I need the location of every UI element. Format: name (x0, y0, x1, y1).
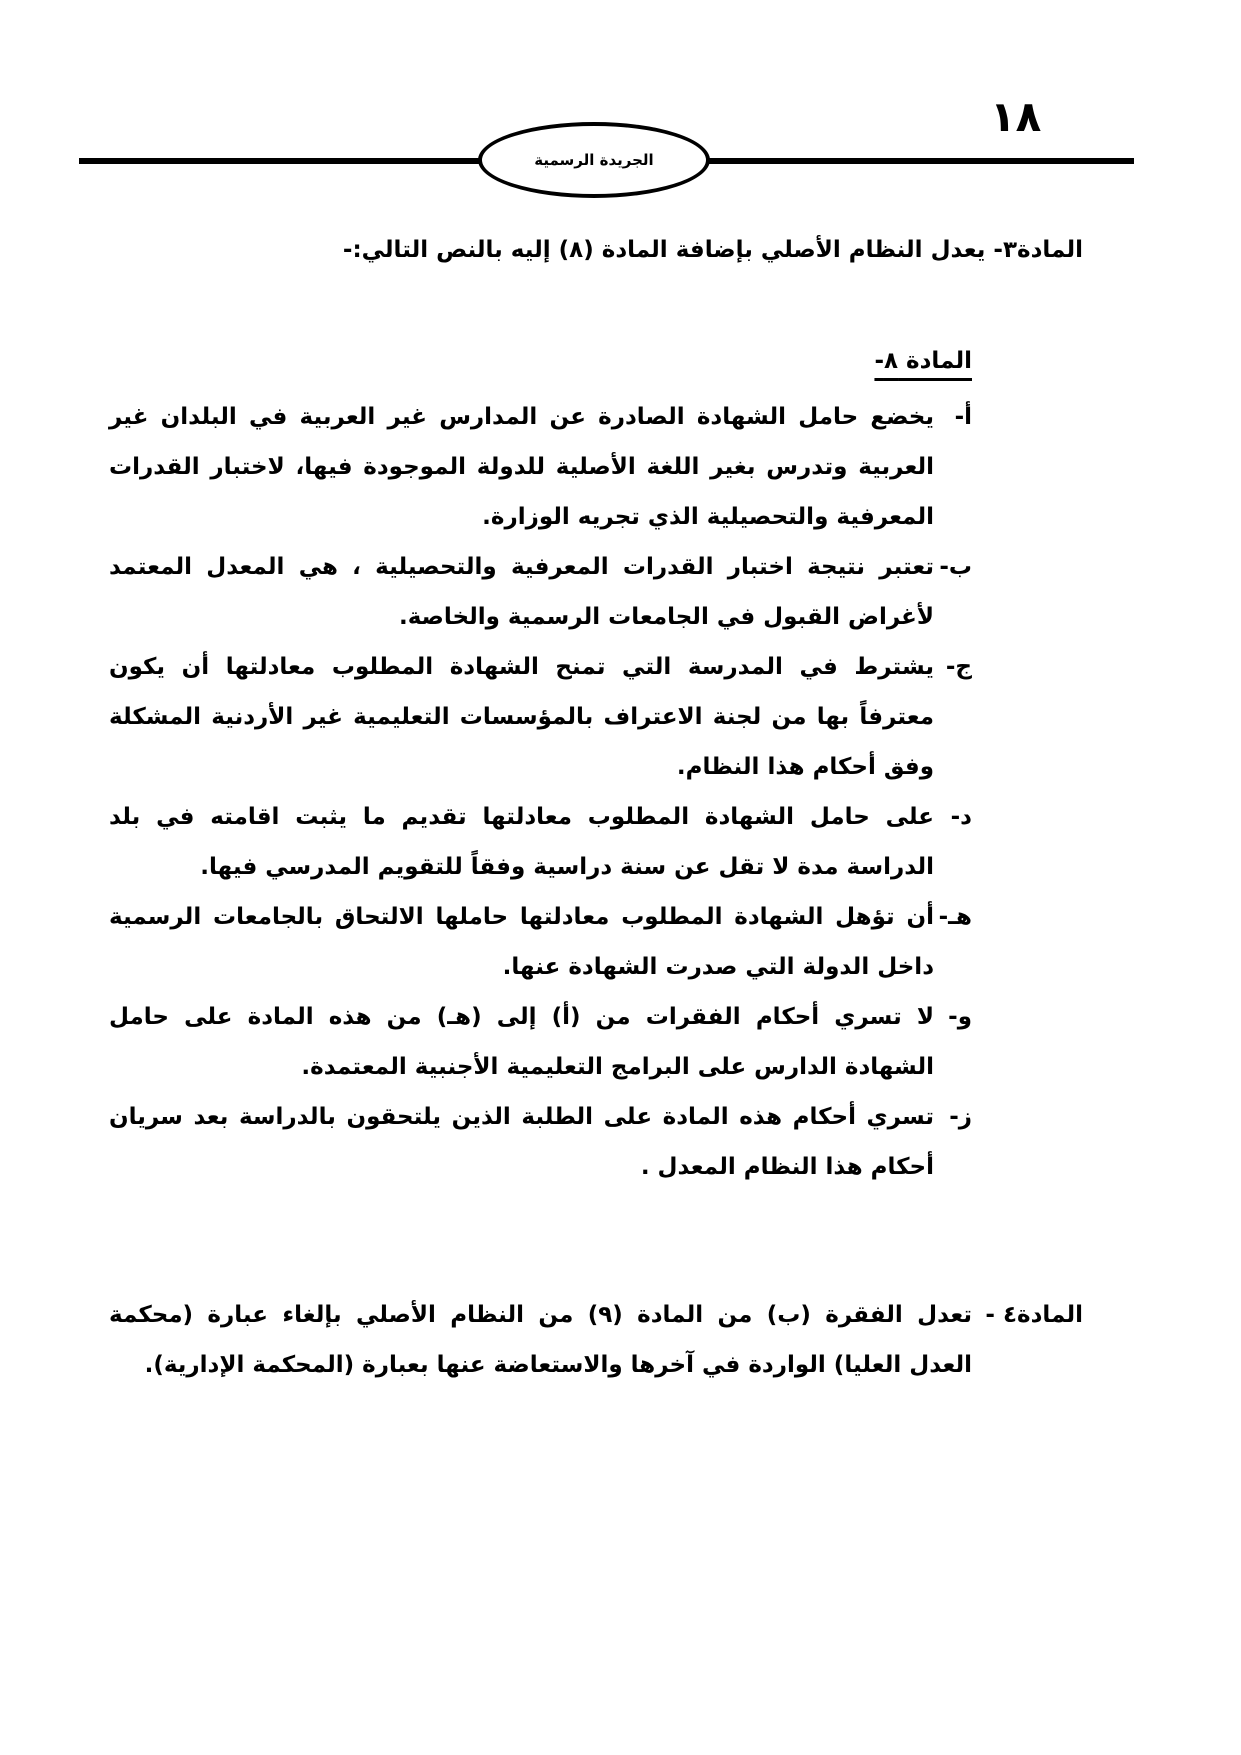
article-8-item-g (109, 1092, 972, 1192)
article-8-item-c (109, 642, 972, 792)
page-number: ١٨ (990, 92, 1042, 141)
article-4-text: تعدل الفقرة (ب) من المادة (٩) من النظام الأصلي بإلغاء عبارة (محكمة العدل العليا) الواردة في آخرها والاستعاضة عنها بعبارة (المحكمة الإدارية). (109, 1302, 973, 1378)
article-8-item-e (109, 892, 972, 992)
item-text: أن تؤهل الشهادة المطلوب معادلتها حاملها الالتحاق بالجامعات الرسمية داخل الدولة التي صدرت الشهادة عنها. (109, 904, 934, 980)
gazette-title-badge (478, 122, 710, 198)
item-label: أ- (954, 404, 972, 430)
item-label: ز- (949, 1104, 972, 1130)
item-label: ب- (939, 554, 972, 580)
item-label: هـ- (938, 904, 972, 930)
article-8-item-a (109, 392, 972, 542)
item-text: لا تسري أحكام الفقرات من (أ) إلى (هـ) من هذه المادة على حامل الشهادة الدارس على البرامج التعليمية الأجنبية المعتمدة. (109, 1004, 934, 1080)
item-label: ج- (945, 654, 972, 680)
article-4 (109, 1290, 1083, 1390)
article-8-heading: المادة ٨- (874, 348, 972, 374)
item-text: يخضع حامل الشهادة الصادرة عن المدارس غير العربية في البلدان غير العربية وتدرس بغير اللغة الأصلية للدولة الموجودة فيها، لاختبار القدرات المعرفية والتحصيلية الذي تجريه الوزارة. (109, 404, 934, 530)
article-4-label: المادة٤ - (985, 1302, 1083, 1328)
article-8-item-d (109, 792, 972, 892)
article-8-item-b (109, 542, 972, 642)
article-8-item-f (109, 992, 972, 1092)
item-label: د- (950, 804, 972, 830)
article-3-text: المادة٣- يعدل النظام الأصلي بإضافة المادة (٨) إليه بالنص التالي:- (342, 237, 1083, 263)
item-text: على حامل الشهادة المطلوب معادلتها تقديم ما يثبت اقامته في بلد الدراسة مدة لا تقل عن سنة دراسية وفقاً للتقويم المدرسي فيها. (109, 804, 934, 880)
item-text: تعتبر نتيجة اختبار القدرات المعرفية والتحصيلية ، هي المعدل المعتمد لأغراض القبول في الجامعات الرسمية والخاصة. (109, 554, 934, 630)
item-text: يشترط في المدرسة التي تمنح الشهادة المطلوب معادلتها أن يكون معترفاً بها من لجنة الاعتراف بالمؤسسات التعليمية غير الأردنية المشكلة وفق أحكام هذا النظام. (109, 654, 934, 780)
item-text: تسري أحكام هذه المادة على الطلبة الذين يلتحقون بالدراسة بعد سريان أحكام هذا النظام المعدل . (109, 1104, 934, 1180)
gazette-title: الجريدة الرسمية (534, 151, 654, 169)
item-label: و- (948, 1004, 972, 1030)
